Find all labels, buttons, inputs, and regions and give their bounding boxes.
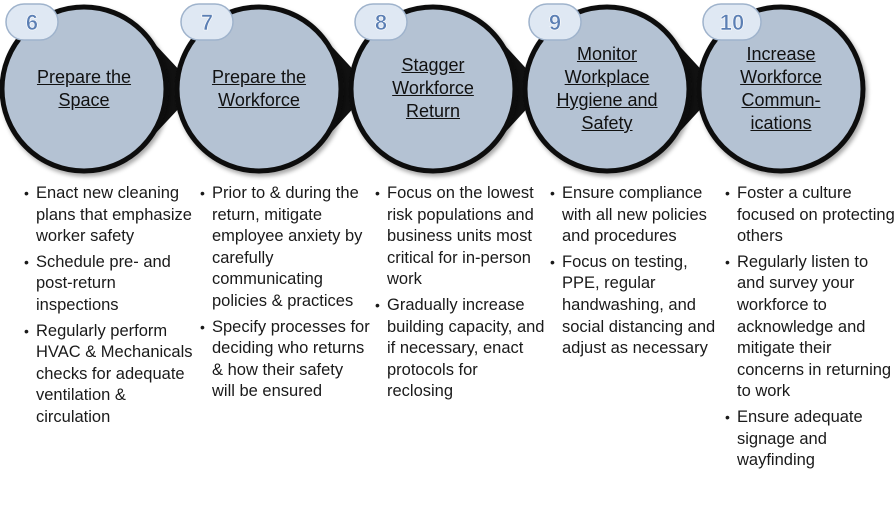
step-number-badge — [6, 4, 58, 40]
step-number-badge — [703, 4, 761, 40]
step-details-column — [723, 183, 895, 476]
bullet-item: • Focus on the lowest risk populations and business units most critical for in-person work — [387, 183, 545, 291]
bullet-list — [22, 183, 194, 429]
step-number: 6 — [25, 10, 39, 35]
step-number: 7 — [200, 10, 214, 35]
step-title: Prepare the Workforce — [211, 67, 307, 110]
bullet-item: • Gradually increase building capacity, and if necessary, enact protocols for reclosing — [387, 295, 545, 403]
bullet-list — [198, 183, 370, 403]
bullet-list — [548, 183, 720, 360]
step-title: Prepare the Space — [36, 67, 132, 110]
step-number: 10 — [719, 10, 745, 35]
bullet-list — [373, 183, 545, 403]
bullet-item: • Regularly perform HVAC & Mechanicals checks for adequate ventilation & circulation — [36, 321, 194, 429]
step-number-badge — [355, 4, 407, 40]
step-number: 8 — [374, 10, 388, 35]
step-details-column — [373, 183, 545, 407]
step-number-badge — [181, 4, 233, 40]
bullet-item: • Ensure adequate signage and wayfinding — [737, 407, 895, 472]
bullet-item: • Specify processes for deciding who returns & how their safety will be ensured — [212, 317, 370, 403]
bullet-item: • Focus on testing, PPE, regular handwashing, and social distancing and adjust as necessary — [562, 252, 720, 360]
bullet-item: • Prior to & during the return, mitigate employee anxiety by carefully communicating policies & practices — [212, 183, 370, 313]
step-details-column — [198, 183, 370, 407]
step-details-column — [22, 183, 194, 433]
step-number-badge — [529, 4, 581, 40]
bullet-item: • Schedule pre- and post-return inspections — [36, 252, 194, 317]
bullet-item: • Regularly listen to and survey your workforce to acknowledge and mitigate their concerns in returning to work — [737, 252, 895, 403]
step-title: Monitor Workplace Hygiene and Safety — [556, 44, 658, 133]
step-details-column — [548, 183, 720, 364]
step-title: Stagger Workforce Return — [392, 55, 474, 121]
bullet-list — [723, 183, 895, 472]
bullet-item: • Enact new cleaning plans that emphasize worker safety — [36, 183, 194, 248]
step-number: 9 — [548, 10, 562, 35]
bullet-item: • Foster a culture focused on protecting others — [737, 183, 895, 248]
bullet-item: • Ensure compliance with all new policies and procedures — [562, 183, 720, 248]
step-title: Increase Workforce Commun-ications — [740, 44, 822, 133]
